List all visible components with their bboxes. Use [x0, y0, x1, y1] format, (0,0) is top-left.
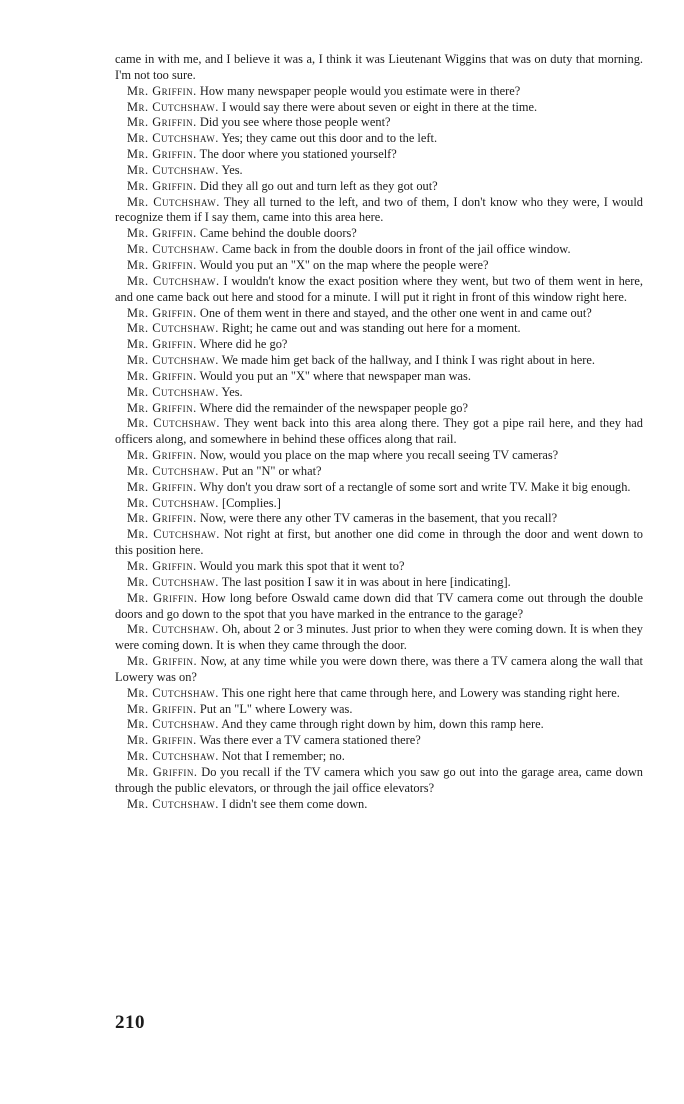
- transcript-paragraph: [115, 163, 643, 179]
- transcript-paragraph: [115, 765, 643, 797]
- paragraph-text: came in with me, and I believe it was a, I think it was Lieutenant Wiggins that was on duty that morning. I'm not too sure.: [115, 52, 643, 82]
- speaker-label: Mr. Cutchshaw.: [127, 242, 219, 257]
- transcript-paragraph: [115, 274, 643, 306]
- paragraph-text: Now, would you place on the map where you recall seeing TV cameras?: [199, 448, 559, 463]
- paragraph-text: One of them went in there and stayed, and the other one went in and came out?: [199, 305, 592, 320]
- transcript-paragraph: [115, 702, 643, 718]
- paragraph-text: Yes.: [221, 162, 243, 177]
- paragraph-text: We made him get back of the hallway, and I think I was right about in here.: [221, 353, 595, 368]
- paragraph-text: Did they all go out and turn left as they got out?: [199, 178, 438, 193]
- paragraph-text: Put an "L" where Lowery was.: [199, 701, 353, 716]
- speaker-label: Mr. Griffin.: [127, 83, 197, 98]
- transcript-paragraph: [115, 115, 643, 131]
- paragraph-text: Would you put an "X" where that newspaper man was.: [199, 368, 471, 383]
- speaker-label: Mr. Cutchshaw.: [127, 273, 220, 288]
- speaker-label: Mr. Griffin.: [127, 701, 197, 716]
- speaker-label: Mr. Griffin.: [127, 226, 197, 241]
- paragraph-text: The door where you stationed yourself?: [199, 147, 397, 162]
- speaker-label: Mr. Griffin.: [127, 178, 197, 193]
- paragraph-text: Right; he came out and was standing out here for a moment.: [221, 321, 521, 336]
- transcript-paragraph: [115, 306, 643, 322]
- paragraph-text: How long before Oswald came down did that TV camera come out through the double doors and go down to the spot that you have marked in the entrance to the garage?: [115, 590, 643, 621]
- paragraph-text: This one right here that came through here, and Lowery was standing right here.: [221, 685, 620, 700]
- speaker-label: Mr. Cutchshaw.: [127, 99, 219, 114]
- paragraph-text: Was there ever a TV camera stationed there?: [199, 733, 421, 748]
- paragraph-text: Would you mark this spot that it went to?: [199, 559, 405, 573]
- paragraph-text: I would say there were about seven or eight in there at the time.: [221, 99, 538, 114]
- paragraph-text: Do you recall if the TV camera which you saw go out into the garage area, came down through the public elevators, or through the jail office elevators?: [115, 764, 643, 795]
- speaker-label: Mr. Griffin.: [127, 305, 197, 320]
- speaker-label: Mr. Griffin.: [127, 257, 197, 272]
- transcript-paragraph: [115, 147, 643, 163]
- transcript-paragraph: [115, 575, 643, 591]
- speaker-label: Mr. Griffin.: [127, 559, 197, 573]
- paragraph-text: Came back in from the double doors in front of the jail office window.: [221, 242, 571, 257]
- paragraph-text: Yes.: [221, 384, 243, 399]
- transcript-paragraph: [115, 100, 643, 116]
- speaker-label: Mr. Cutchshaw.: [127, 416, 220, 431]
- transcript-paragraph: [115, 369, 643, 385]
- transcript-paragraph: [115, 416, 643, 448]
- speaker-label: Mr. Griffin.: [127, 654, 198, 669]
- speaker-label: Mr. Griffin.: [127, 733, 197, 748]
- paragraph-text: The last position I saw it in was about in here [indicating].: [221, 574, 511, 589]
- paragraph-text: They went back into this area along there. They got a pipe rail here, and they had officers along, and somewhere in behind these offices along that rail.: [115, 416, 643, 447]
- page-number: 210: [115, 1012, 145, 1033]
- speaker-label: Mr. Griffin.: [127, 764, 198, 779]
- transcript-paragraph: [115, 242, 643, 258]
- paragraph-text: And they came through right down by him, down this ramp here.: [221, 717, 544, 732]
- speaker-label: Mr. Cutchshaw.: [127, 685, 219, 700]
- transcript-body: [115, 52, 643, 813]
- paragraph-text: They all turned to the left, and two of them, I don't know who they were, I would recognize them if I say them, came into this area here.: [115, 194, 643, 225]
- transcript-paragraph: [115, 258, 643, 274]
- transcript-paragraph: [115, 527, 643, 559]
- paragraph-text: I didn't see them come down.: [221, 796, 368, 811]
- speaker-label: Mr. Griffin.: [127, 511, 197, 526]
- transcript-paragraph: [115, 559, 643, 575]
- paragraph-text: Put an "N" or what?: [221, 463, 322, 478]
- transcript-paragraph: [115, 401, 643, 417]
- speaker-label: Mr. Griffin.: [127, 448, 197, 463]
- transcript-paragraph: [115, 511, 643, 527]
- paragraph-text: Yes; they came out this door and to the left.: [221, 131, 438, 146]
- paragraph-text: I wouldn't know the exact position where they went, but two of them went in here, and one came back out here and stood for a minute. I will put it right in front of this window right here.: [115, 273, 643, 304]
- transcript-paragraph: [115, 622, 643, 654]
- speaker-label: Mr. Griffin.: [127, 115, 197, 130]
- paragraph-text: Would you put an "X" on the map where the people were?: [199, 257, 489, 272]
- speaker-label: Mr. Cutchshaw.: [127, 495, 219, 510]
- speaker-label: Mr. Cutchshaw.: [127, 796, 219, 811]
- speaker-label: Mr. Cutchshaw.: [127, 574, 219, 589]
- transcript-paragraph: [115, 84, 643, 100]
- speaker-label: Mr. Cutchshaw.: [127, 749, 219, 764]
- transcript-paragraph: [115, 797, 643, 813]
- transcript-paragraph: [115, 179, 643, 195]
- transcript-paragraph: [115, 226, 643, 242]
- speaker-label: Mr. Cutchshaw.: [127, 194, 220, 209]
- speaker-label: Mr. Cutchshaw.: [127, 717, 219, 732]
- transcript-paragraph: [115, 733, 643, 749]
- paragraph-text: [Complies.]: [221, 495, 281, 510]
- transcript-paragraph: [115, 353, 643, 369]
- speaker-label: Mr. Cutchshaw.: [127, 384, 219, 399]
- transcript-paragraph: [115, 654, 643, 686]
- transcript-paragraph: [115, 131, 643, 147]
- paragraph-text: Came behind the double doors?: [199, 226, 357, 241]
- paragraph-text: How many newspaper people would you estimate were in there?: [199, 83, 521, 98]
- transcript-paragraph: [115, 195, 643, 227]
- transcript-paragraph: [115, 448, 643, 464]
- speaker-label: Mr. Cutchshaw.: [127, 162, 219, 177]
- speaker-label: Mr. Cutchshaw.: [127, 622, 219, 637]
- speaker-label: Mr. Griffin.: [127, 479, 197, 494]
- transcript-paragraph: [115, 749, 643, 765]
- transcript-paragraph: [115, 591, 643, 623]
- transcript-paragraph: [115, 496, 643, 512]
- transcript-paragraph: [115, 686, 643, 702]
- transcript-paragraph: [115, 52, 643, 84]
- paragraph-text: Where did he go?: [199, 337, 288, 352]
- paragraph-text: Not that I remember; no.: [221, 749, 345, 764]
- speaker-label: Mr. Griffin.: [127, 590, 198, 605]
- paragraph-text: Oh, about 2 or 3 minutes. Just prior to when they were coming down. It is when they were coming down. It is when they came through the door.: [115, 622, 643, 653]
- paragraph-text: Did you see where those people went?: [199, 115, 391, 130]
- speaker-label: Mr. Cutchshaw.: [127, 353, 219, 368]
- speaker-label: Mr. Griffin.: [127, 368, 197, 383]
- transcript-paragraph: [115, 480, 643, 496]
- speaker-label: Mr. Cutchshaw.: [127, 131, 219, 146]
- paragraph-text: Where did the remainder of the newspaper people go?: [199, 400, 469, 415]
- paragraph-text: Why don't you draw sort of a rectangle of some sort and write TV. Make it big enough.: [199, 479, 631, 494]
- transcript-paragraph: [115, 385, 643, 401]
- paragraph-text: Now, at any time while you were down there, was there a TV camera along the wall that Lowery was on?: [115, 654, 643, 684]
- transcript-paragraph: [115, 464, 643, 480]
- speaker-label: Mr. Griffin.: [127, 400, 197, 415]
- speaker-label: Mr. Cutchshaw.: [127, 463, 219, 478]
- speaker-label: Mr. Cutchshaw.: [127, 527, 220, 542]
- speaker-label: Mr. Cutchshaw.: [127, 321, 219, 336]
- transcript-paragraph: [115, 321, 643, 337]
- paragraph-text: Now, were there any other TV cameras in the basement, that you recall?: [199, 511, 558, 526]
- transcript-paragraph: [115, 717, 643, 733]
- paragraph-text: Not right at first, but another one did come in through the door and went down to this position here.: [115, 527, 643, 558]
- transcript-paragraph: [115, 337, 643, 353]
- speaker-label: Mr. Griffin.: [127, 147, 197, 162]
- speaker-label: Mr. Griffin.: [127, 337, 197, 352]
